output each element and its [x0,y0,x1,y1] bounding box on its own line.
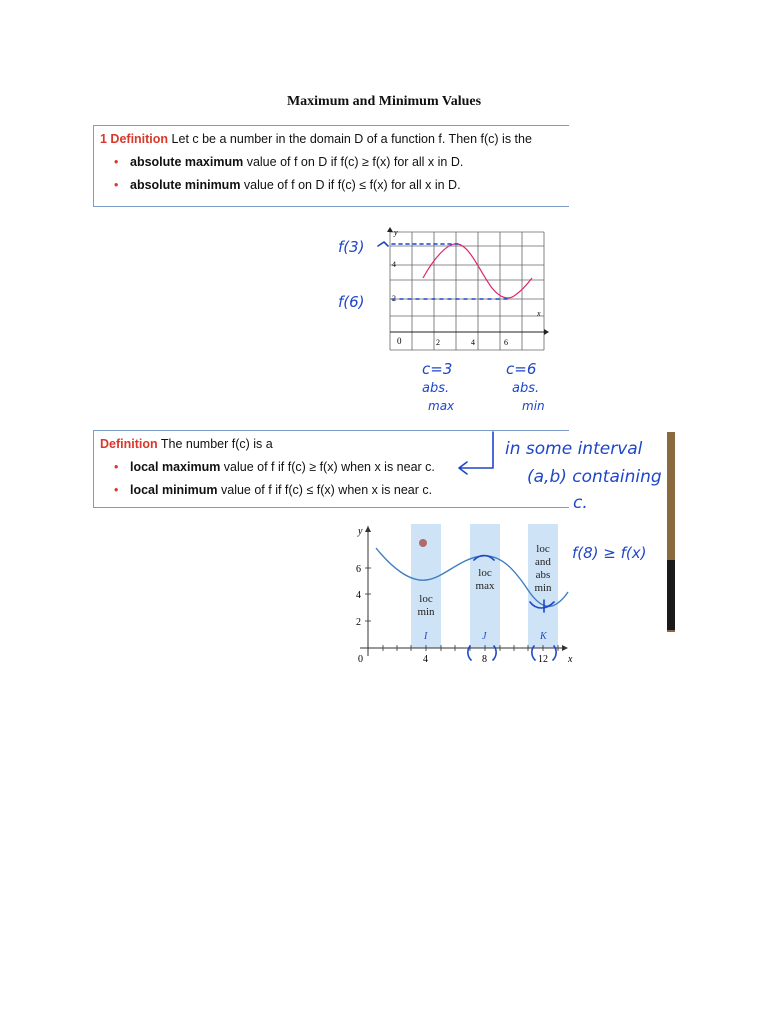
c6-label: c=6 [506,360,537,378]
loc-max-label-2: max [475,580,495,592]
tilde-mark [378,242,388,246]
isolated-point [419,539,427,547]
x-axis-arrow [562,645,568,651]
x-tick-4: 4 [423,654,428,665]
y-axis-label: y [358,526,363,537]
y-axis-arrow [365,526,371,532]
local-maximum-text: value of f if f(c) ≥ f(x) when x is near c. [220,460,435,474]
absolute-maximum-text: value of f on D if f(c) ≥ f(x) for all x in D. [243,155,464,169]
loc-max-label-1: loc [478,567,492,579]
function-curve [423,244,532,298]
y-tick-4: 4 [356,590,361,601]
loc-min-label-1: loc [419,593,433,605]
absolute-minimum-text: value of f on D if f(c) ≤ f(x) for all x in D. [240,178,461,192]
f6-label: f(6) [338,293,365,311]
absolute-minimum-item [114,174,569,197]
interval-j: J [482,631,487,642]
local-minimum-text: value of f if f(c) ≤ f(x) when x is near c. [217,483,433,497]
x-axis-arrow [544,329,549,335]
x-axis-label: x [537,309,541,318]
abs-min-line1: abs. [512,381,540,396]
note-line1: in some interval [505,439,643,459]
page-title: Maximum and Minimum Values [286,94,482,109]
x-axis-label: x [568,654,573,665]
y-tick-4: 4 [392,260,396,269]
loc-min-label-2: min [417,606,435,618]
origin-label: 0 [358,654,363,665]
abs-max-line1: abs. [422,381,450,396]
x-tick-2: 2 [436,338,440,347]
definition-number: 1 Definition [100,132,169,146]
term-local-maximum: local maximum [130,460,221,474]
term-absolute-maximum: absolute maximum [130,155,244,169]
interval-i: I [424,631,428,642]
c3-label: c=3 [422,360,453,378]
y-axis-arrow [387,227,393,232]
loc-abs-min-label-3: abs [535,569,551,581]
x-tick-6: 6 [504,338,508,347]
absolute-extrema-definition [93,125,569,207]
local-max-note: f(8) ≥ f(x) [572,544,647,562]
note-line2: (a,b) containing [527,467,662,487]
absolute-extrema-graph [330,222,570,417]
y-tick-2: 2 [356,617,361,628]
f3-label: f(3) [338,238,365,256]
origin-label: 0 [397,336,402,346]
interval-k: K [540,631,547,642]
definition-intro: The number f(c) is a [157,437,273,451]
loc-abs-min-label-1: loc [536,543,550,555]
definition-heading [94,128,569,151]
term-local-minimum: local minimum [130,483,218,497]
note-line3: c. [573,493,588,513]
loc-abs-min-label-4: min [534,582,552,594]
y-tick-6: 6 [356,564,361,575]
loc-abs-min-label-2: and [535,556,551,568]
x-tick-12: 12 [538,654,548,665]
abs-max-line2: max [428,399,455,413]
interval-note [455,428,680,516]
x-tick-4: 4 [471,338,475,347]
note-arrow [459,432,493,474]
y-tick-2: 2 [392,294,396,303]
definition-label: Definition [100,437,158,451]
x-tick-8: 8 [482,654,487,665]
abs-min-line2: min [522,399,545,413]
y-axis-label: y [394,228,398,237]
local-extrema-graph [340,520,675,672]
absolute-maximum-item [114,151,569,174]
definition-intro: Let c be a number in the domain D of a function f. Then f(c) is the [168,132,532,146]
term-absolute-minimum: absolute minimum [130,178,241,192]
